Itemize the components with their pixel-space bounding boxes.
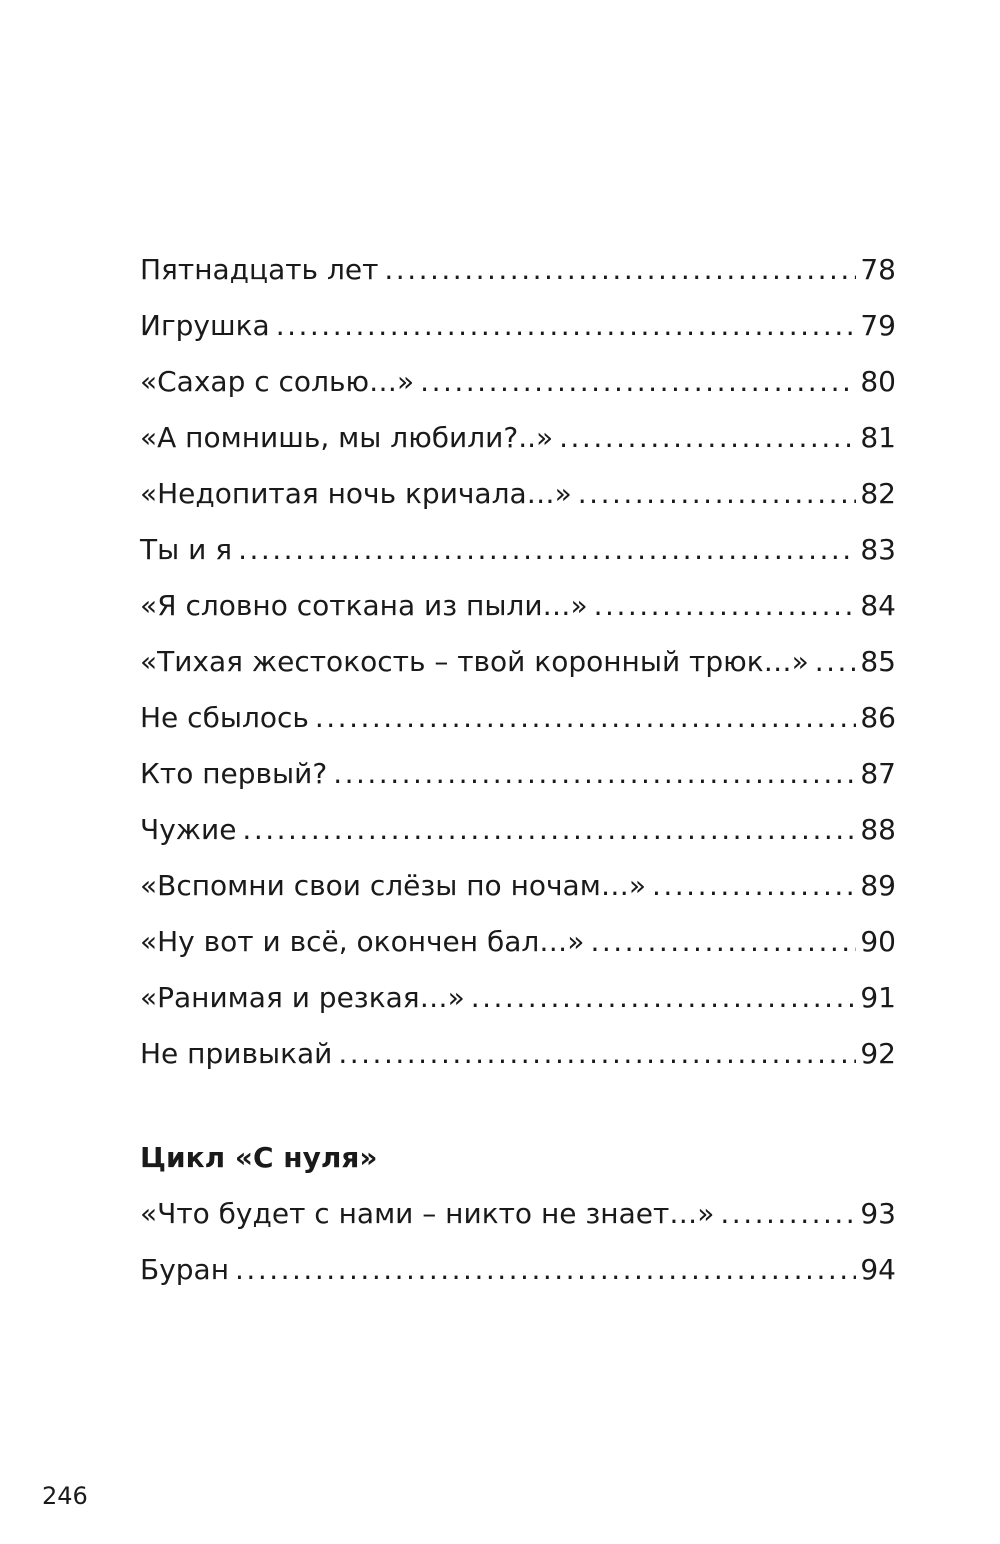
toc-entry-title: Чужие (140, 813, 237, 846)
toc-entry-page: 78 (860, 253, 896, 286)
dot-leader (559, 410, 856, 466)
dot-leader (815, 634, 857, 690)
toc-entry-page: 94 (860, 1253, 896, 1286)
toc-entry (140, 746, 896, 802)
toc-entry (140, 522, 896, 578)
toc-entry (140, 466, 896, 522)
toc-entry-title: Не привыкай (140, 1037, 333, 1070)
toc-list (140, 242, 896, 1082)
toc-entry-title: Игрушка (140, 309, 270, 342)
toc-entry (140, 970, 896, 1026)
toc-entry-page: 88 (860, 813, 896, 846)
toc-entry-title: «Сахар с солью…» (140, 365, 415, 398)
dot-leader (238, 522, 856, 578)
toc-entry-title: «Недопитая ночь кричала…» (140, 477, 572, 510)
section-heading: Цикл «С нуля» (140, 1141, 378, 1174)
dot-leader (594, 578, 857, 634)
toc-entry (140, 802, 896, 858)
toc-entry-title: «Я словно соткана из пыли…» (140, 589, 588, 622)
toc-entry (140, 354, 896, 410)
toc-entry-page: 82 (860, 477, 896, 510)
toc-entry (140, 914, 896, 970)
toc-entry-title: «Ранимая и резкая…» (140, 981, 465, 1014)
dot-leader (720, 1186, 856, 1242)
toc-entry-title: Кто первый? (140, 757, 328, 790)
toc-entry (140, 690, 896, 746)
dot-leader (276, 298, 857, 354)
toc-entry-page: 79 (860, 309, 896, 342)
toc-entry-title: «Что будет с нами – никто не знает…» (140, 1197, 715, 1230)
dot-leader (384, 242, 856, 298)
toc-entry-page: 86 (860, 701, 896, 734)
toc-entry-page: 80 (860, 365, 896, 398)
toc-entry-title: Пятнадцать лет (140, 253, 379, 286)
toc-entry-title: Не сбылось (140, 701, 309, 734)
toc-entry-page: 84 (860, 589, 896, 622)
toc-entry (140, 1242, 896, 1298)
dot-leader (471, 970, 857, 1026)
toc-entry-title: «Вспомни свои слёзы по ночам…» (140, 869, 646, 902)
toc-entry-title: «Ну вот и всё, окончен бал…» (140, 925, 585, 958)
toc-entry-page: 92 (860, 1037, 896, 1070)
section-toc-list (140, 1186, 896, 1298)
table-of-contents (140, 242, 896, 1298)
dot-leader (333, 746, 856, 802)
toc-entry-title: «А помнишь, мы любили?..» (140, 421, 554, 454)
toc-entry-title: Ты и я (140, 533, 233, 566)
dot-leader (578, 466, 857, 522)
toc-entry-page: 81 (860, 421, 896, 454)
toc-entry-page: 91 (860, 981, 896, 1014)
toc-entry-page: 89 (860, 869, 896, 902)
dot-leader (315, 690, 856, 746)
dot-leader (590, 914, 856, 970)
toc-entry (140, 298, 896, 354)
toc-entry-page: 93 (860, 1197, 896, 1230)
toc-entry-page: 85 (860, 645, 896, 678)
dot-leader (652, 858, 856, 914)
toc-entry-title: Буран (140, 1253, 230, 1286)
toc-entry-page: 83 (860, 533, 896, 566)
toc-entry (140, 634, 896, 690)
toc-entry (140, 1026, 896, 1082)
toc-entry-title: «Тихая жестокость – твой коронный трюк…» (140, 645, 809, 678)
toc-entry (140, 858, 896, 914)
page-number: 246 (42, 1482, 88, 1510)
toc-entry-page: 87 (860, 757, 896, 790)
toc-entry (140, 1186, 896, 1242)
dot-leader (242, 802, 856, 858)
dot-leader (235, 1242, 856, 1298)
toc-entry (140, 242, 896, 298)
toc-entry-page: 90 (860, 925, 896, 958)
toc-entry (140, 578, 896, 634)
dot-leader (338, 1026, 856, 1082)
toc-entry (140, 410, 896, 466)
dot-leader (420, 354, 856, 410)
